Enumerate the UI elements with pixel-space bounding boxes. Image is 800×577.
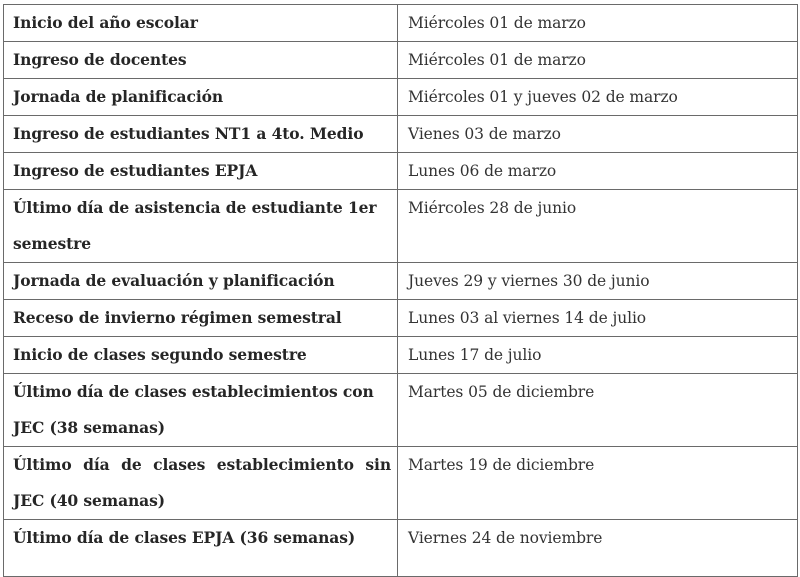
table-row bbox=[4, 79, 798, 116]
table-row bbox=[4, 42, 798, 79]
event-cell: Inicio de clases segundo semestre bbox=[4, 337, 398, 374]
date-cell: Lunes 03 al viernes 14 de julio bbox=[398, 300, 798, 337]
date-cell: Lunes 06 de marzo bbox=[398, 153, 798, 190]
table-row bbox=[4, 153, 798, 190]
table-row bbox=[4, 337, 798, 374]
date-cell: Martes 05 de diciembre bbox=[398, 374, 798, 447]
event-cell: Inicio del año escolar bbox=[4, 5, 398, 42]
table-row bbox=[4, 263, 798, 300]
event-cell: Ingreso de estudiantes NT1 a 4to. Medio bbox=[4, 116, 398, 153]
date-cell: Miércoles 01 de marzo bbox=[398, 42, 798, 79]
school-calendar-table bbox=[3, 4, 798, 577]
date-cell: Jueves 29 y viernes 30 de junio bbox=[398, 263, 798, 300]
event-cell: Jornada de evaluación y planificación bbox=[4, 263, 398, 300]
date-cell: Miércoles 28 de junio bbox=[398, 190, 798, 263]
table-row bbox=[4, 116, 798, 153]
event-cell: Último día de clases establecimientos con JEC (38 semanas) bbox=[4, 374, 398, 447]
date-cell: Viernes 24 de noviembre bbox=[398, 520, 798, 577]
event-cell: Último día de clases EPJA (36 semanas) bbox=[4, 520, 398, 577]
table-row bbox=[4, 374, 798, 447]
date-cell: Lunes 17 de julio bbox=[398, 337, 798, 374]
event-cell: Jornada de planificación bbox=[4, 79, 398, 116]
date-cell: Miércoles 01 de marzo bbox=[398, 5, 798, 42]
date-cell: Miércoles 01 y jueves 02 de marzo bbox=[398, 79, 798, 116]
table-row bbox=[4, 190, 798, 263]
event-cell: Último día de asistencia de estudiante 1er semestre bbox=[4, 190, 398, 263]
table-row bbox=[4, 447, 798, 520]
event-cell: Ingreso de estudiantes EPJA bbox=[4, 153, 398, 190]
table-row bbox=[4, 520, 798, 577]
date-cell: Martes 19 de diciembre bbox=[398, 447, 798, 520]
event-cell: Ingreso de docentes bbox=[4, 42, 398, 79]
table-row bbox=[4, 5, 798, 42]
date-cell: Vienes 03 de marzo bbox=[398, 116, 798, 153]
table-row bbox=[4, 300, 798, 337]
event-cell: Último día de clases establecimiento sin JEC (40 semanas) bbox=[4, 447, 398, 520]
event-cell: Receso de invierno régimen semestral bbox=[4, 300, 398, 337]
